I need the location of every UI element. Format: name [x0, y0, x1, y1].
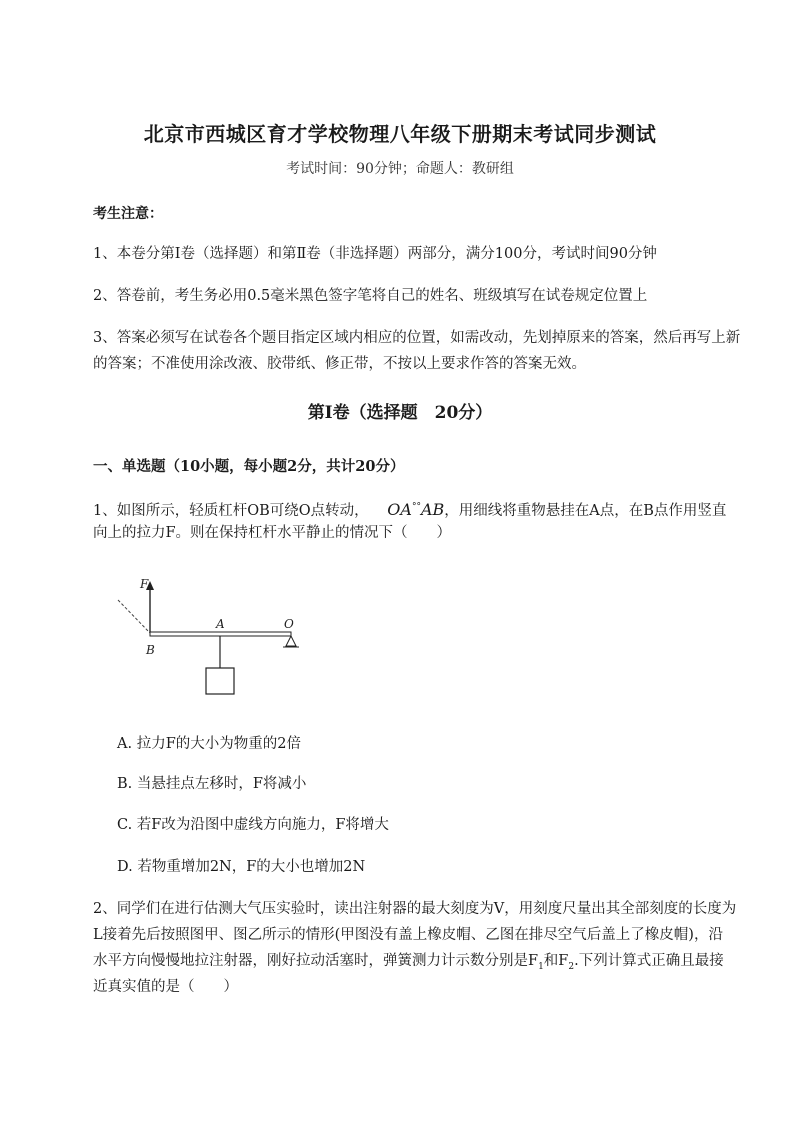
- q2-text-a: 水平方向慢慢地拉注射器，刚好拉动活塞时，弹簧测力计示数分别是F: [93, 953, 539, 969]
- q2-sub-2: 2: [568, 961, 575, 972]
- q2-text-b: .下列计算式正确且最接: [574, 953, 724, 969]
- q1-option-d[interactable]: D. 若物重增加2N，F的大小也增加2N: [117, 859, 366, 875]
- q2-line-2: L接着先后按照图甲、图乙所示的情形(甲图没有盖上橡皮帽、乙图在排尽空气后盖上了橡皮帽)，沿: [93, 927, 723, 943]
- label-F: F: [140, 577, 149, 591]
- q1-line-2: 向上的拉力F。则在保持杠杆水平静止的情况下（ ）: [93, 525, 452, 541]
- notice-item-3-line-1: 3、答案必须写在试卷各个题目指定区域内相应的位置，如需改动，先划掉原来的答案，然后再写上新: [93, 330, 741, 346]
- q1-option-c[interactable]: C. 若F改为沿图中虚线方向施力，F将增大: [117, 817, 389, 833]
- pivot-triangle: [286, 636, 296, 646]
- notice-item-2: 2、答卷前，考生务必用0.5毫米黑色签字笔将自己的姓名、班级填写在试卷规定位置上: [93, 288, 648, 304]
- q2-sub-1: 1: [538, 961, 544, 972]
- q1-option-b[interactable]: B. 当悬挂点左移时，F将减小: [117, 776, 307, 792]
- label-A: A: [216, 617, 225, 631]
- lever-figure: [110, 572, 310, 702]
- q2-line-4: 近真实值的是（ ）: [93, 979, 238, 995]
- weight-block: [206, 668, 234, 694]
- exam-info: 考试时间：90分钟；命题人：教研组: [286, 161, 514, 177]
- notice-item-1: 1、本卷分第I卷（选择题）和第Ⅱ卷（非选择题）两部分，满分100分，考试时间90分钟: [93, 246, 657, 262]
- q1-math-mark: °°: [411, 502, 421, 512]
- notice-heading: 考生注意：: [93, 206, 163, 222]
- q1-math-ab: AB: [420, 499, 445, 519]
- q1-text-b: ，用细线将重物悬挂在A点，在B点作用竖直: [444, 502, 727, 519]
- q1-text-a: 1、如图所示，轻质杠杆OB可绕O点转动，: [93, 502, 369, 519]
- q2-line-1: 2、同学们在进行估测大气压实验时，读出注射器的最大刻度为V，用刻度尺量出其全部刻度的长度为: [93, 901, 737, 917]
- lever-bar: [150, 632, 291, 636]
- label-B: B: [146, 643, 155, 657]
- part-heading: 一、单选题（10小题，每小题2分，共计20分）: [93, 458, 405, 475]
- dashed-force-line: [118, 600, 150, 633]
- notice-item-3-line-2: 的答案；不准使用涂改液、胶带纸、修正带，不按以上要求作答的答案无效。: [93, 356, 586, 372]
- q2-text-mid: 和F: [543, 953, 569, 969]
- page-title: 北京市西城区育才学校物理八年级下册期末考试同步测试: [143, 122, 657, 146]
- label-O: O: [284, 617, 294, 631]
- q1-math-oa: OA: [387, 499, 412, 519]
- section-title: 第I卷（选择题 20分）: [307, 403, 493, 423]
- q1-option-a[interactable]: A. 拉力F的大小为物重的2倍: [117, 736, 301, 752]
